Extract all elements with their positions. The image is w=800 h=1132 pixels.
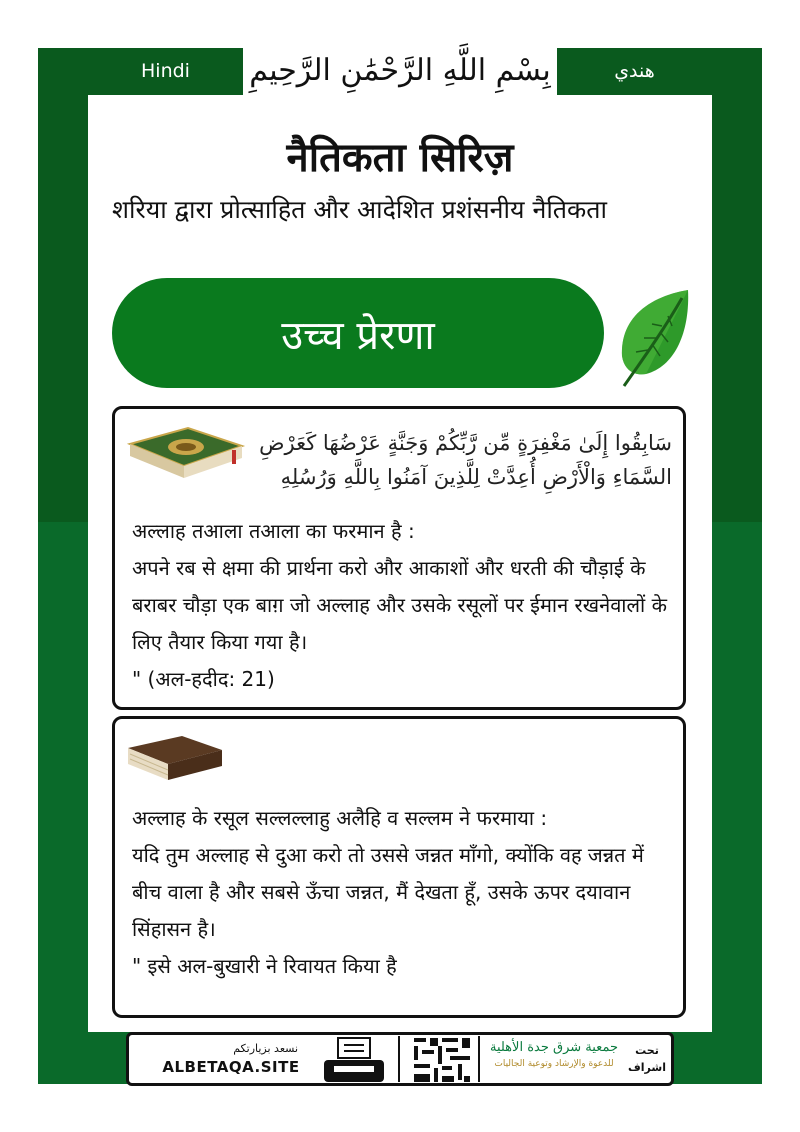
quran-book-icon — [126, 420, 246, 480]
leaf-icon — [612, 286, 692, 390]
language-label-english: Hindi — [88, 48, 243, 94]
topic-banner — [112, 278, 604, 388]
footer-divider — [398, 1036, 400, 1082]
org-name: جمعية شرق جدة الأهلية — [489, 1040, 618, 1055]
quran-reference: " (अल-हदीद: 21) — [132, 667, 275, 691]
hadith-intro: अल्लाह के रसूल सल्लल्लाहु अलैहि व सल्लम ने फरमाया : — [132, 806, 548, 830]
printer-icon[interactable] — [322, 1036, 386, 1084]
footer-thanks: نسعد بزيارتكم — [233, 1042, 298, 1055]
quran-translation — [132, 513, 672, 698]
page-title: नैतिकता सिरिज़ — [286, 135, 514, 181]
quran-intro: अल्लाह तआला तआला का फरमान है : — [132, 519, 415, 543]
page-subtitle: शरिया द्वारा प्रोत्साहित और आदेशित प्रशंसनीय नैतिकता — [112, 195, 607, 224]
hadith-text: यदि तुम अल्लाह से दुआ करो तो उससे जन्नत माँगो, क्योंकि वह जन्नत में बीच वाला है और सबसे ऊँचा जन्नत, मैं देखता हूँ, उसके ऊपर दयावान सिंहासन है। — [132, 843, 644, 941]
language-label-arabic: هندي — [557, 48, 712, 94]
quran-arabic-text: سَابِقُوا إِلَىٰ مَغْفِرَةٍ مِّن رَّبِّكُمْ وَجَنَّةٍ عَرْضُهَا كَعَرْضِ السَّمَاءِ وَالْأَرْضِ أُعِدَّتْ لِلَّذِينَ آمَنُوا بِاللَّهِ وَرُسُلِهِ — [259, 431, 672, 489]
supervision-label — [626, 1042, 668, 1076]
supervision-word-2: اشراف — [628, 1061, 666, 1074]
topic-label: उच्च प्रेरणा — [281, 312, 435, 359]
hadith-book-icon — [122, 730, 228, 784]
hadith-translation — [132, 800, 672, 985]
hadith-reference: " इसे अल-बुखारी ने रिवायत किया है — [132, 954, 397, 978]
footer-site-link[interactable]: ALBETAQA.SITE — [162, 1058, 300, 1076]
supervision-word-1: تحت — [635, 1044, 659, 1057]
footer-divider — [478, 1036, 480, 1082]
basmala-calligraphy: بِسْمِ اللَّهِ الرَّحْمَٰنِ الرَّحِيمِ — [243, 30, 557, 110]
org-subtitle: للدعوة والإرشاد وتوعية الجاليات — [494, 1059, 614, 1069]
qr-code-icon[interactable] — [410, 1036, 474, 1084]
quran-text: अपने रब से क्षमा की प्रार्थना करो और आकाशों और धरती की चौड़ाई के बराबर चौड़ा एक बाग़ जो अल्लाह और उसके रसूलों पर ईमान रखनेवालों के लिए तैयार किया गया है। — [132, 556, 667, 654]
